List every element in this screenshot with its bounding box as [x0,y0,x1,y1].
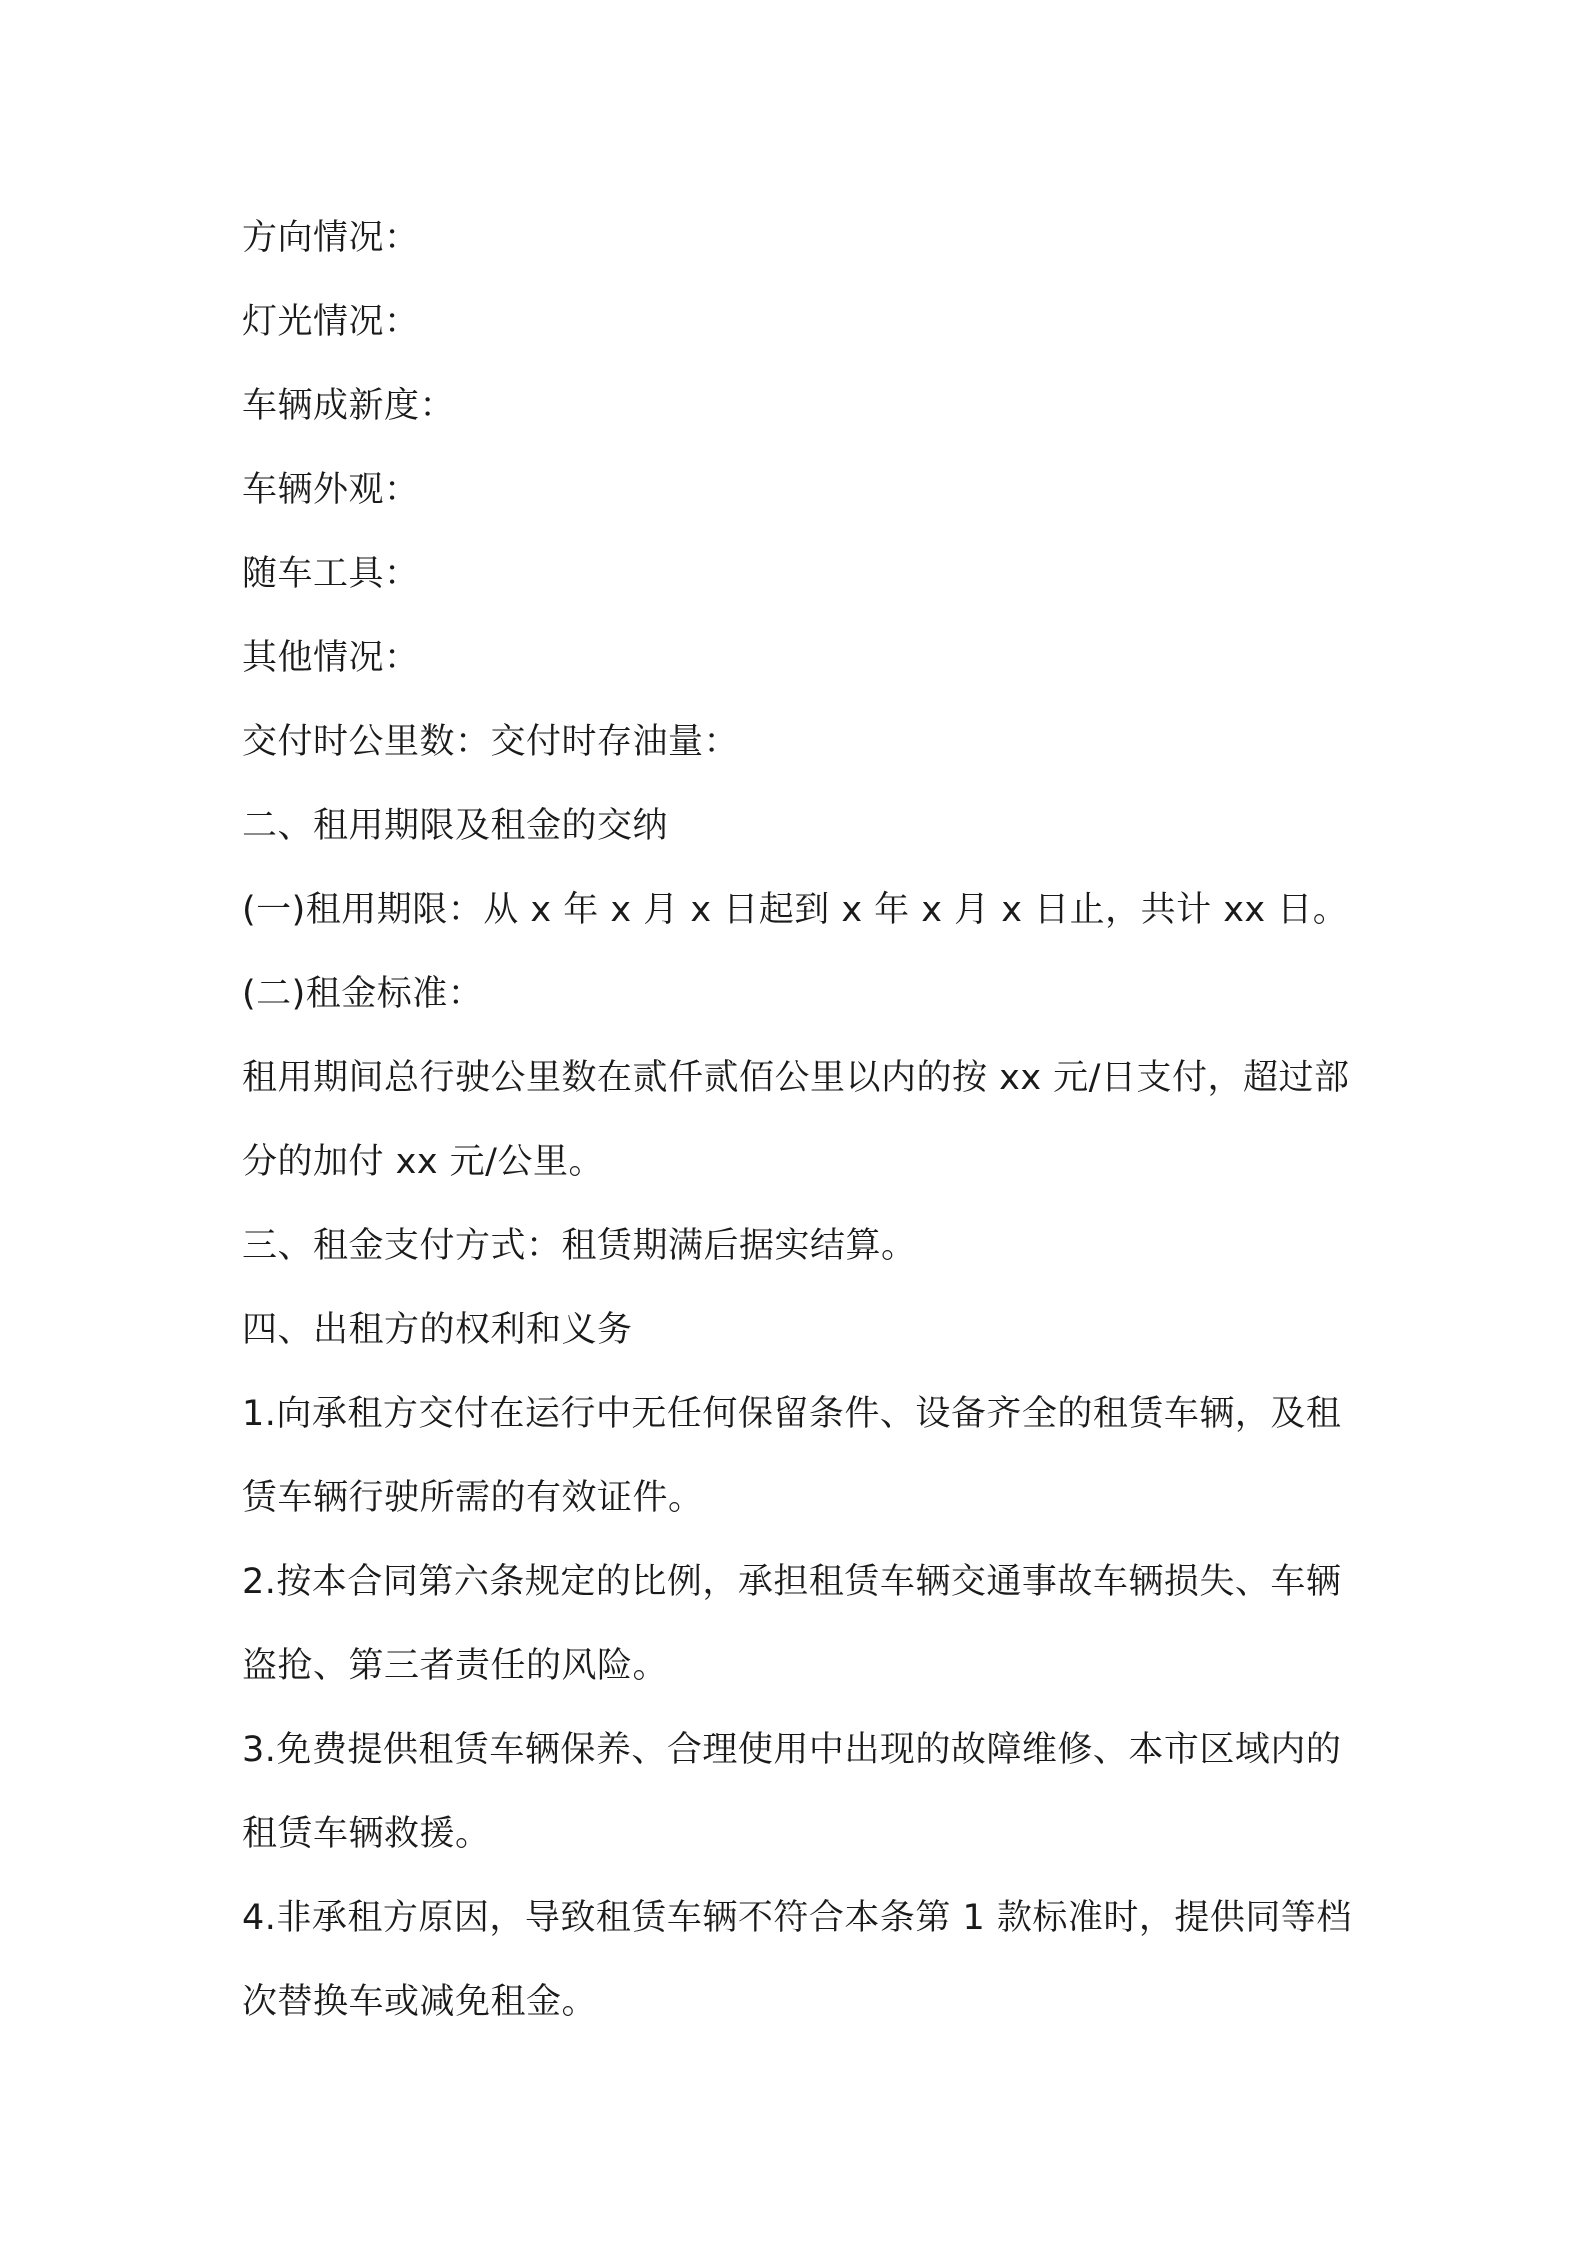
clause-4: 4.非承租方原因，导致租赁车辆不符合本条第 1 款标准时，提供同等档次替换车或减免租金。 [242,1898,1352,2022]
rent-standard-heading: (二)租金标准： [242,974,484,1014]
field-vehicle-condition: 车辆成新度： [242,386,456,426]
field-other: 其他情况： [242,638,420,678]
field-direction: 方向情况： [242,218,420,258]
clause-2: 2.按本合同第六条规定的比例，承担租赁车辆交通事故车辆损失、车辆盗抢、第三者责任的风险。 [242,1562,1342,1686]
field-lights: 灯光情况： [242,302,420,342]
field-vehicle-appearance: 车辆外观： [242,470,420,510]
rent-standard-text: 租用期间总行驶公里数在贰仟贰佰公里以内的按 xx 元/日支付，超过部分的加付 xx 元/公里。 [242,1058,1350,1182]
section-heading-4: 四、出租方的权利和义务 [242,1310,633,1350]
document-body [242,196,1362,2044]
clause-1: 1.向承租方交付在运行中无任何保留条件、设备齐全的租赁车辆，及租赁车辆行驶所需的有效证件。 [242,1394,1342,1518]
clause-3: 3.免费提供租赁车辆保养、合理使用中出现的故障维修、本市区域内的租赁车辆救援。 [242,1730,1342,1854]
section-heading-2: 二、租用期限及租金的交纳 [242,806,669,846]
rental-period: (一)租用期限：从 x 年 x 月 x 日起到 x 年 x 月 x 日止，共计 xx 日。 [242,890,1349,930]
field-mileage-fuel: 交付时公里数：交付时存油量： [242,722,740,762]
section-heading-3: 三、租金支付方式：租赁期满后据实结算。 [242,1226,917,1266]
field-tools: 随车工具： [242,554,420,594]
